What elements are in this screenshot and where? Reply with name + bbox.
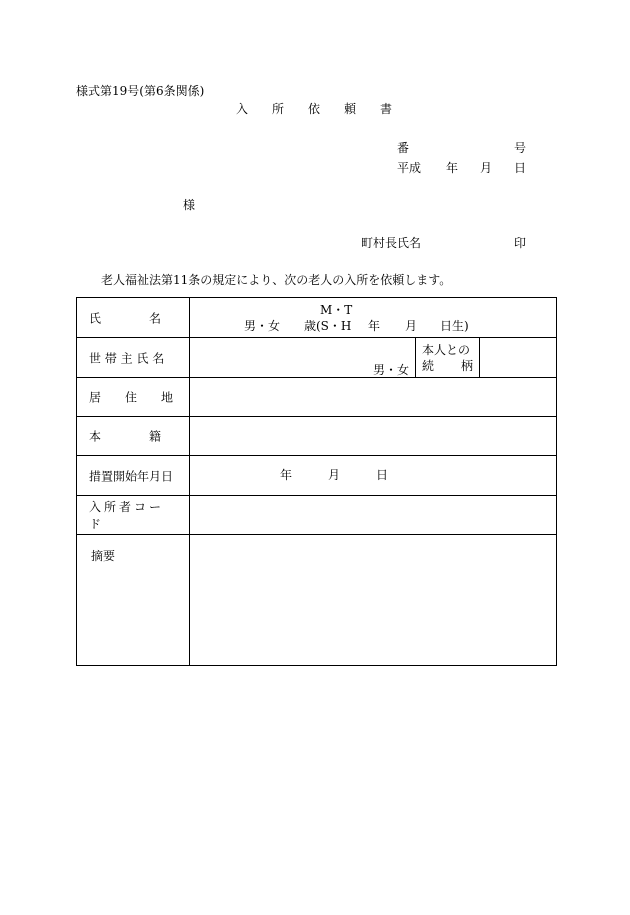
seal-label: 印	[514, 236, 527, 250]
relation-label-line2b: 柄	[461, 359, 474, 373]
addressee-suffix: 様	[183, 198, 196, 212]
title-char: 頼	[344, 102, 357, 116]
domicile-label-cell	[77, 417, 190, 456]
name-label: 氏 名	[89, 311, 162, 325]
name-value-cell[interactable]	[190, 298, 557, 338]
domicile-value-cell[interactable]	[190, 417, 557, 456]
summary-label-cell	[77, 535, 190, 666]
name-label-cell	[77, 298, 190, 338]
domicile-label: 本 籍	[89, 429, 162, 444]
summary-label: 摘要	[91, 549, 116, 563]
start-date-label: 措置開始年月日	[89, 469, 174, 483]
birth-day-label: 日生)	[440, 319, 469, 333]
title-char: 書	[380, 102, 393, 116]
table-row	[77, 496, 557, 535]
date-year-label: 年	[446, 161, 459, 175]
table-row	[77, 535, 557, 666]
name-gender: 男・女	[244, 319, 281, 333]
start-month-label: 月	[328, 468, 341, 482]
householder-gender: 男・女	[373, 363, 410, 377]
householder-value-cell[interactable]	[190, 338, 416, 378]
form-number: 様式第19号(第6条関係)	[76, 84, 205, 98]
table-row	[77, 298, 557, 338]
relation-value-cell[interactable]	[480, 338, 557, 378]
birth-year-label: 年	[368, 319, 381, 333]
era-mt: M・T	[320, 303, 353, 317]
table-row	[77, 338, 557, 378]
start-day-label: 日	[376, 468, 389, 482]
code-label-cell	[77, 496, 190, 535]
table-row	[77, 378, 557, 417]
relation-label-cell	[416, 338, 480, 378]
date-month-label: 月	[480, 161, 493, 175]
residence-label-cell	[77, 378, 190, 417]
residence-label: 居 住 地	[89, 390, 174, 405]
table-row	[77, 417, 557, 456]
summary-value-cell[interactable]	[190, 535, 557, 666]
number-label: 番	[397, 141, 410, 155]
relation-label-line1: 本人との	[422, 343, 471, 357]
code-label: 入所者コード	[89, 500, 165, 531]
era-label: 平成	[397, 161, 422, 175]
title-char: 所	[272, 102, 285, 116]
code-value-cell[interactable]	[190, 496, 557, 535]
start-year-label: 年	[280, 468, 293, 482]
table-row	[77, 456, 557, 496]
relation-label-line2a: 続	[422, 359, 435, 373]
intro-text: 老人福祉法第11条の規定により、次の老人の入所を依頼します。	[101, 273, 452, 287]
number-suffix: 号	[514, 141, 527, 155]
title-char: 依	[308, 102, 321, 116]
birth-month-label: 月	[405, 319, 418, 333]
request-form-table	[76, 297, 557, 666]
start-date-value-cell[interactable]	[190, 456, 557, 496]
mayor-name-label: 町村長氏名	[361, 236, 422, 250]
householder-label: 世 帯 主 氏 名	[89, 351, 165, 365]
title-char: 入	[236, 102, 249, 116]
date-day-label: 日	[514, 161, 527, 175]
start-date-label-cell	[77, 456, 190, 496]
residence-value-cell[interactable]	[190, 378, 557, 417]
name-age: 歳(S・H	[304, 319, 352, 333]
householder-label-cell	[77, 338, 190, 378]
document-title	[236, 103, 416, 115]
